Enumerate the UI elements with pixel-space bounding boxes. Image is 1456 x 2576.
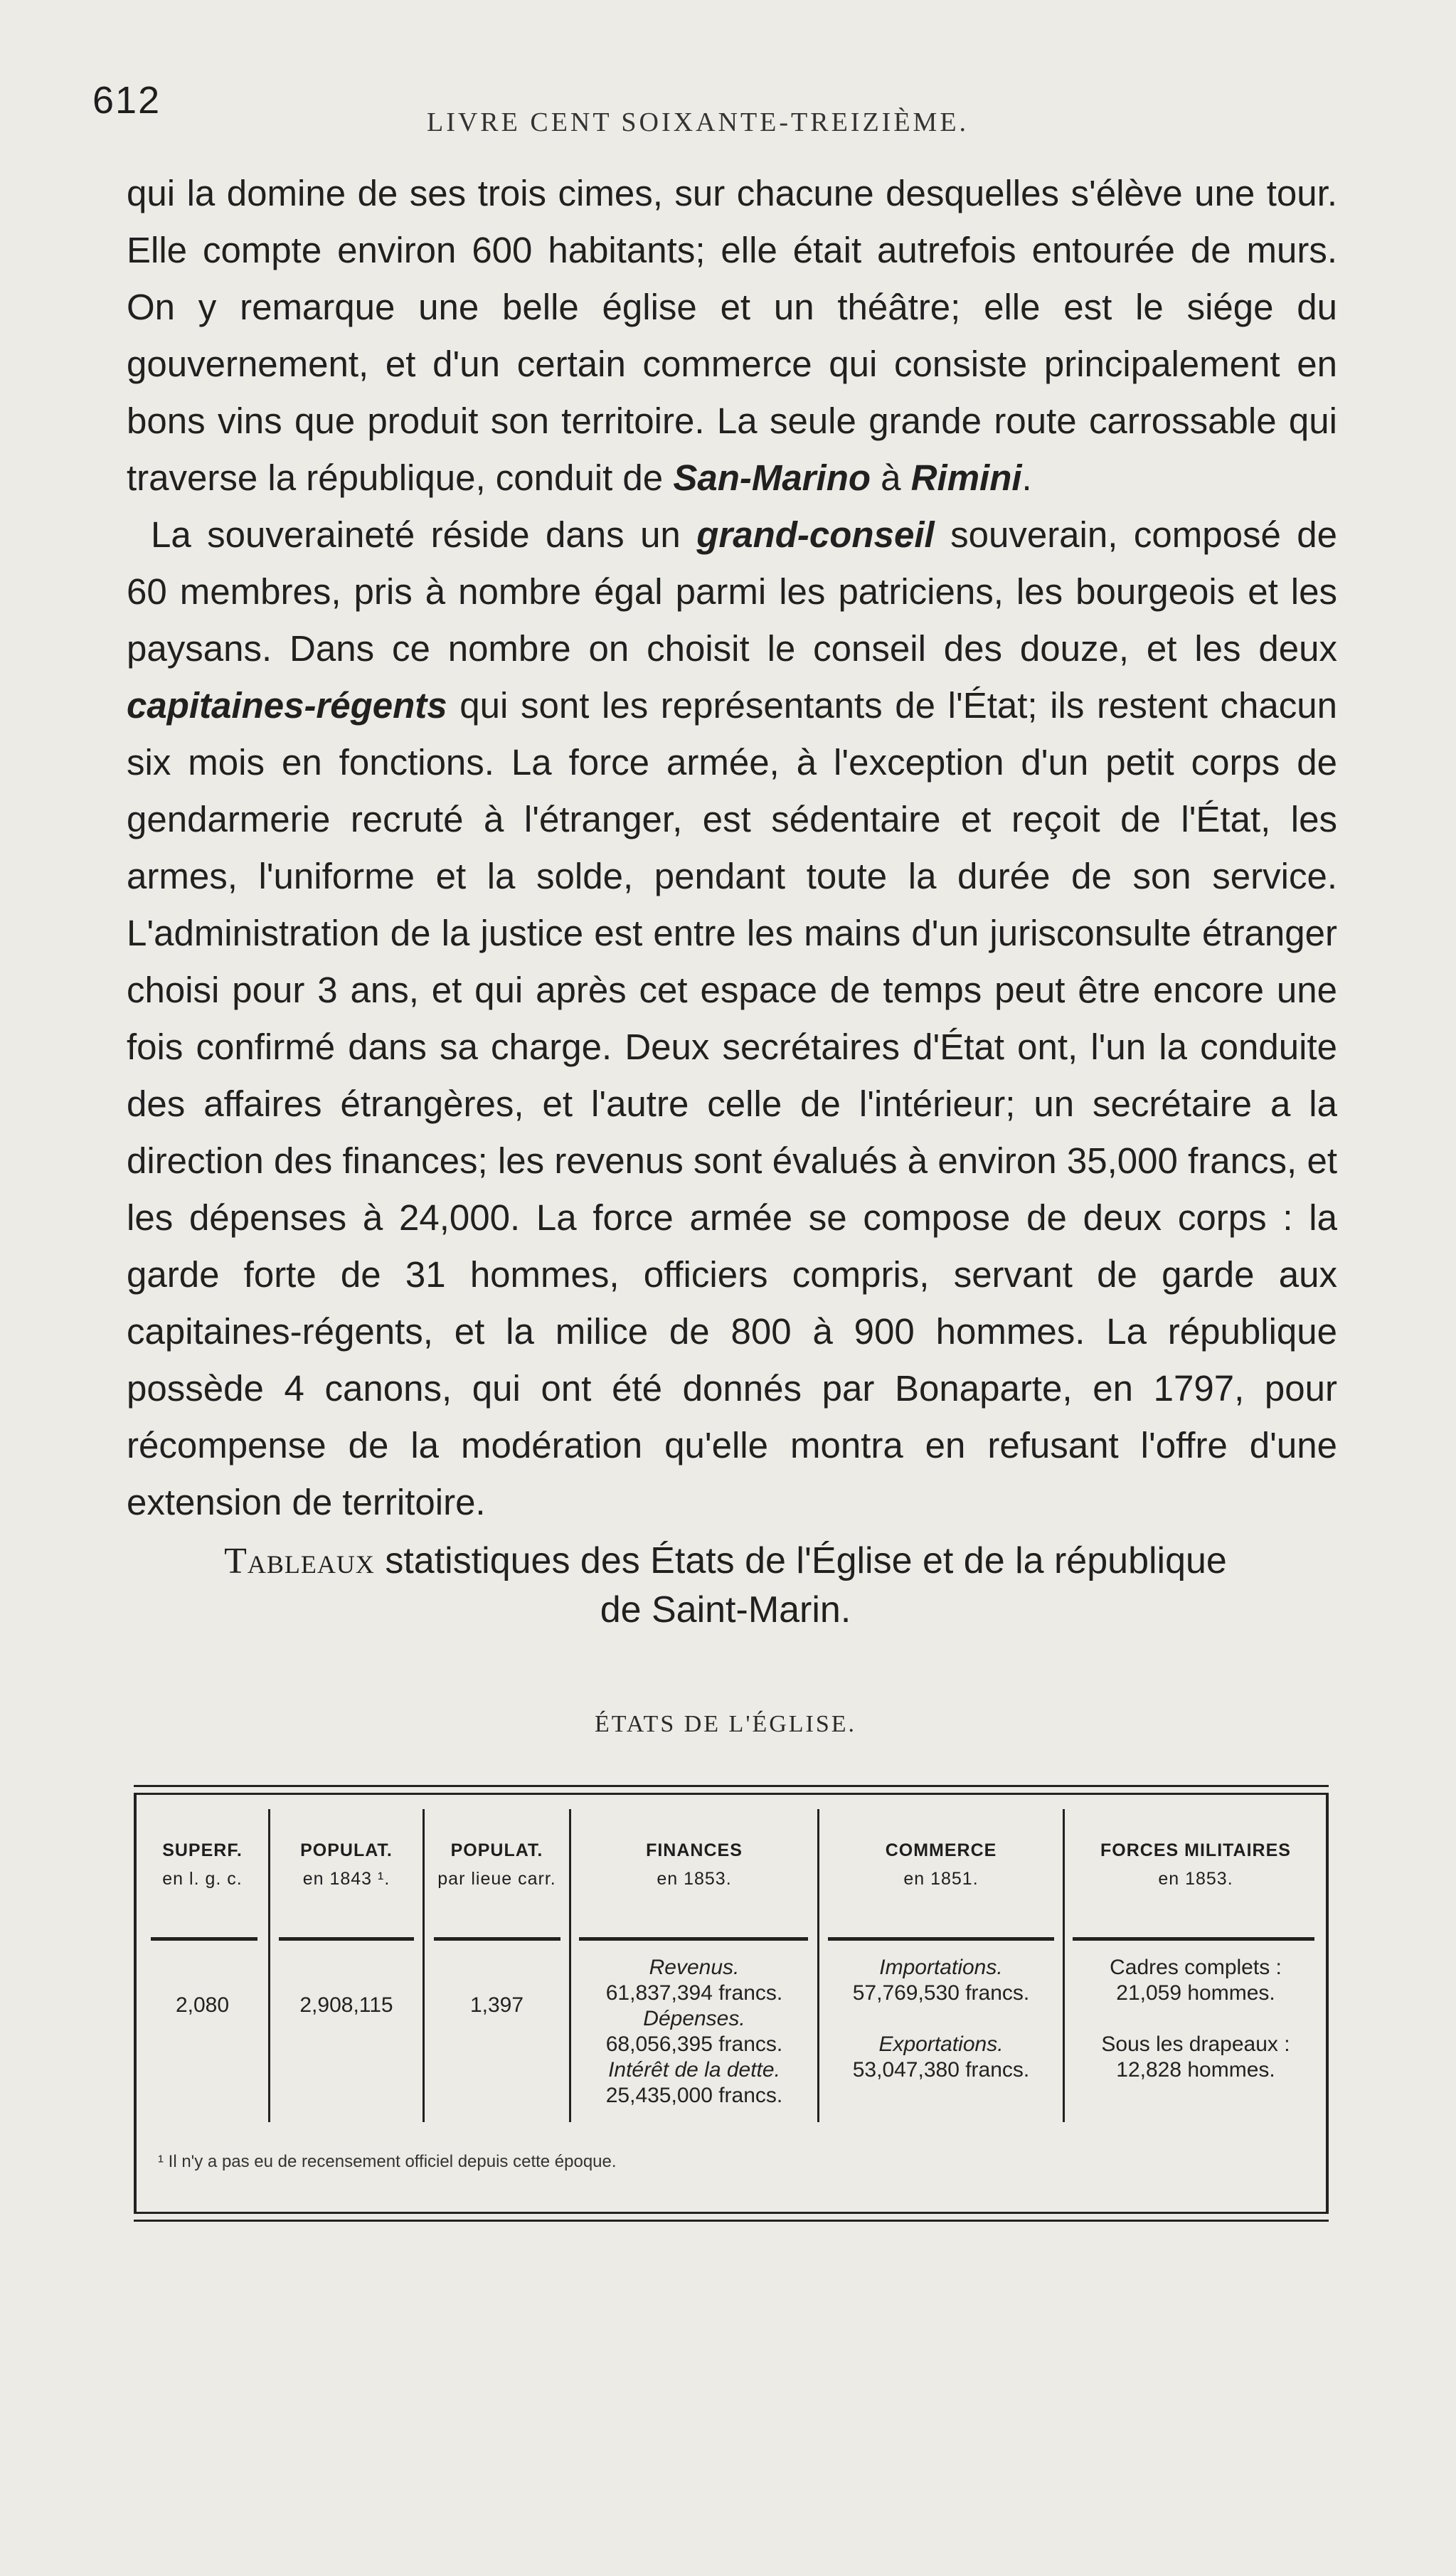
paragraph-1-join: à (871, 457, 911, 498)
cell-commerce (819, 1955, 1063, 2083)
paragraph-2-text-b: souverain, composé de 60 membres, pris à nombre égal parmi les patriciens, les bourgeois et les paysans. Dans ce nombre on choisit le conseil des douze, et les deux (127, 514, 1337, 669)
finances-interet-value: 25,435,000 francs. (605, 2084, 783, 2107)
commerce-importations-label: Importations. (879, 1956, 1003, 1979)
header-superficie (137, 1836, 268, 1893)
header-line: SUPERF. (162, 1840, 243, 1860)
cell-pop-lieue: 1,397 (469, 1993, 524, 2017)
finances-revenus-value: 61,837,394 francs. (605, 1981, 783, 2005)
header-subline: en 1843 ¹. (302, 1869, 390, 1889)
column-forces (1065, 1795, 1327, 2129)
column-population (270, 1795, 423, 2129)
statistics-table (134, 1793, 1329, 2214)
cell-finances (571, 1955, 817, 2109)
forces-drapeaux-label: Sous les drapeaux : (1101, 2032, 1290, 2056)
paragraph-2 (127, 507, 1337, 1531)
term-grand-conseil: grand-conseil (696, 514, 935, 555)
header-line: POPULAT. (300, 1840, 393, 1860)
forces-cadres-value: 21,059 hommes. (1116, 1981, 1275, 2005)
column-commerce (819, 1795, 1063, 2129)
paragraph-2-text-a: La souveraineté réside dans un (151, 514, 697, 555)
running-title: LIVRE CENT SOIXANTE-TREIZIÈME. (427, 107, 969, 137)
header-line: FINANCES (646, 1840, 743, 1860)
table-footnote: ¹ Il n'y a pas eu de recensement officiel depuis cette époque. (158, 2152, 617, 2171)
forces-cadres-label: Cadres complets : (1110, 1956, 1282, 1979)
header-subline: en 1851. (903, 1869, 979, 1889)
paragraph-1 (127, 165, 1337, 507)
term-capitaines-regents: capitaines-régents (127, 685, 447, 726)
tableaux-title-lead: Tableaux (224, 1541, 375, 1581)
table-bottom-rule (134, 2220, 1329, 2222)
tableaux-title-line2: de Saint-Marin. (600, 1589, 851, 1631)
header-line: COMMERCE (885, 1840, 997, 1860)
header-finances (571, 1836, 817, 1893)
table-top-rule (134, 1785, 1329, 1787)
tableaux-title (192, 1537, 1259, 1634)
cell-population: 2,908,115 (299, 1993, 393, 2017)
column-pop-lieue (425, 1795, 569, 2129)
paragraph-2-text-c: qui sont les représentants de l'État; ils restent chacun six mois en fonctions. La force armée, à l'exception d'un petit corps de gendarmerie recruté à l'étranger, est sédentaire et reçoit de l'État, les armes, l'uniforme et la solde, pendant toute la durée de son service. L'administration de la justice est entre les mains d'un jurisconsulte étranger choisi pour 3 ans, et qui après cet espace de temps peut être encore une fois confirmé dans sa charge. Deux secrétaires d'État ont, l'un la conduite des affaires étrangères, et l'autre celle de l'intérieur; un secrétaire a la direction des finances; les revenus sont évalués à environ 35,000 francs, et les dépenses à 24,000. La force armée se compose de deux corps : la garde forte de 31 hommes, officiers compris, servant de garde aux capitaines-régents, et la milice de 800 à 900 hommes. La république possède 4 canons, qui ont été donnés par Bonaparte, en 1797, pour récompense de la modération qu'elle montra en refusant l'offre d'une extension de territoire. (127, 685, 1337, 1522)
header-line: POPULAT. (450, 1840, 543, 1860)
header-subline: par lieue carr. (437, 1869, 556, 1889)
header-subline: en l. g. c. (162, 1869, 243, 1889)
tableaux-subtitle: ÉTATS DE L'ÉGLISE. (594, 1711, 857, 1737)
spacer (819, 2006, 1063, 2032)
column-finances (571, 1795, 817, 2129)
header-pop-lieue (425, 1836, 569, 1893)
tableaux-title-rest: statistiques des États de l'Église et de la république (374, 1540, 1227, 1581)
body-text (127, 165, 1337, 1531)
finances-interet-label: Intérêt de la dette. (608, 2058, 780, 2082)
finances-revenus-label: Revenus. (649, 1956, 740, 1979)
commerce-exportations-label: Exportations. (878, 2032, 1004, 2056)
finances-depenses-value: 68,056,395 francs. (605, 2032, 783, 2056)
paragraph-1-end: . (1021, 457, 1032, 498)
header-population (270, 1836, 423, 1893)
paragraph-1-text: qui la domine de ses trois cimes, sur chacune desquelles s'élève une tour. Elle compte environ 600 habitants; elle était autrefois entourée de murs. On y remarque une belle église et un théâtre; elle est le siége du gouvernement, et d'un certain commerce qui consiste principalement en bons vins que produit son territoire. La seule grande route carrossable qui traverse la république, conduit de (127, 173, 1337, 498)
header-commerce (819, 1836, 1063, 1893)
header-subline: en 1853. (1158, 1869, 1233, 1889)
page-header (92, 78, 1366, 142)
page-number: 612 (92, 79, 161, 122)
place-san-marino: San-Marino (673, 457, 871, 498)
header-subline: en 1853. (657, 1869, 732, 1889)
header-forces (1065, 1836, 1327, 1893)
cell-superficie: 2,080 (175, 1993, 230, 2017)
forces-drapeaux-value: 12,828 hommes. (1116, 2058, 1275, 2082)
commerce-importations-value: 57,769,530 francs. (852, 1981, 1030, 2005)
cell-forces (1065, 1955, 1327, 2083)
header-line: FORCES MILITAIRES (1100, 1840, 1291, 1860)
column-superficie (137, 1795, 268, 2129)
commerce-exportations-value: 53,047,380 francs. (852, 2058, 1030, 2082)
spacer (1065, 2006, 1327, 2032)
place-rimini: Rimini (910, 457, 1022, 498)
finances-depenses-label: Dépenses. (643, 2007, 745, 2030)
